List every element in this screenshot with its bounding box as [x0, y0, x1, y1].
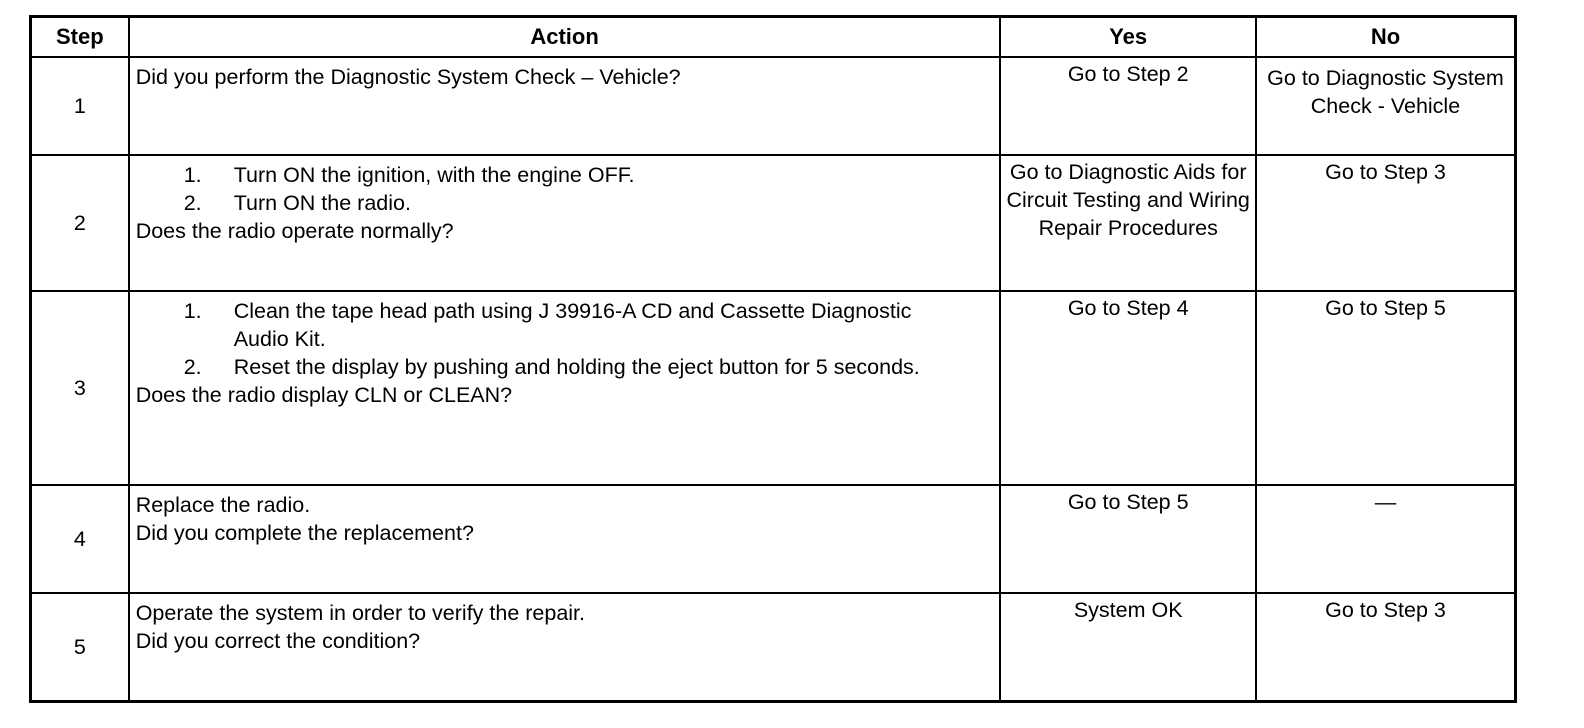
table-row [31, 57, 1516, 155]
action-question: Does the radio display CLN or CLEAN? [135, 383, 513, 407]
substep-text: Clean the tape head path using J 39916-A CD and Cassette Diagnostic Audio Kit. [233, 299, 912, 351]
substep-text: Turn ON the ignition, with the engine OFF. [233, 163, 635, 187]
header-action: Action [129, 17, 1001, 58]
diagnostic-table [29, 15, 1517, 703]
step-number: 1 [31, 57, 129, 155]
no-outcome: Go to Step 3 [1325, 598, 1446, 622]
table-row [31, 155, 1516, 291]
step-number: 3 [31, 291, 129, 485]
yes-outcome: Go to Step 2 [1067, 62, 1189, 86]
action-cell [129, 155, 1001, 291]
substep-item [184, 189, 992, 217]
header-row [31, 17, 1516, 58]
no-outcome: Go to Step 3 [1325, 160, 1446, 184]
substep-item [184, 297, 992, 353]
action-cell [129, 57, 1001, 155]
no-cell [1256, 57, 1516, 155]
no-cell [1256, 485, 1516, 593]
substep-number: 2. [183, 355, 202, 379]
substep-number: 2. [183, 191, 202, 215]
no-cell [1256, 155, 1516, 291]
substep-number: 1. [183, 163, 202, 187]
yes-cell [1000, 593, 1256, 701]
header-step: Step [31, 17, 129, 58]
action-text: Operate the system in order to verify the repair. [135, 601, 586, 625]
action-text: Replace the radio. [135, 493, 311, 517]
substep-number: 1. [183, 299, 202, 323]
yes-outcome: Go to Step 4 [1067, 296, 1189, 320]
substep-text: Reset the display by pushing and holding the eject button for 5 seconds. [233, 355, 920, 379]
yes-outcome: Go to Step 5 [1067, 490, 1189, 514]
action-cell [129, 485, 1001, 593]
header-yes: Yes [1000, 17, 1256, 58]
yes-outcome: Go to Diagnostic Aids for Circuit Testing and Wiring Repair Procedures [1006, 160, 1250, 240]
yes-cell [1000, 57, 1256, 155]
table-row [31, 291, 1516, 485]
substep-list [136, 297, 992, 381]
yes-outcome: System OK [1073, 598, 1183, 622]
action-cell [129, 291, 1001, 485]
action-question: Did you correct the condition? [135, 629, 421, 653]
no-outcome: Go to Step 5 [1325, 296, 1446, 320]
no-outcome: Go to Diagnostic System Check - Vehicle [1267, 66, 1504, 118]
substep-text: Turn ON the radio. [233, 191, 411, 215]
action-question: Did you complete the replacement? [135, 521, 474, 545]
action-cell [129, 593, 1001, 701]
yes-cell [1000, 155, 1256, 291]
yes-cell [1000, 485, 1256, 593]
header-no: No [1256, 17, 1516, 58]
substep-item [184, 161, 992, 189]
substep-item [184, 353, 992, 381]
no-cell [1256, 593, 1516, 701]
table-row [31, 485, 1516, 593]
action-text: Did you perform the Diagnostic System Check – Vehicle? [135, 65, 681, 89]
no-cell [1256, 291, 1516, 485]
table-row [31, 593, 1516, 701]
yes-cell [1000, 291, 1256, 485]
action-question: Does the radio operate normally? [135, 219, 454, 243]
no-outcome: — [1374, 490, 1397, 514]
step-number: 2 [31, 155, 129, 291]
step-number: 5 [31, 593, 129, 701]
step-number: 4 [31, 485, 129, 593]
substep-list [136, 161, 992, 217]
